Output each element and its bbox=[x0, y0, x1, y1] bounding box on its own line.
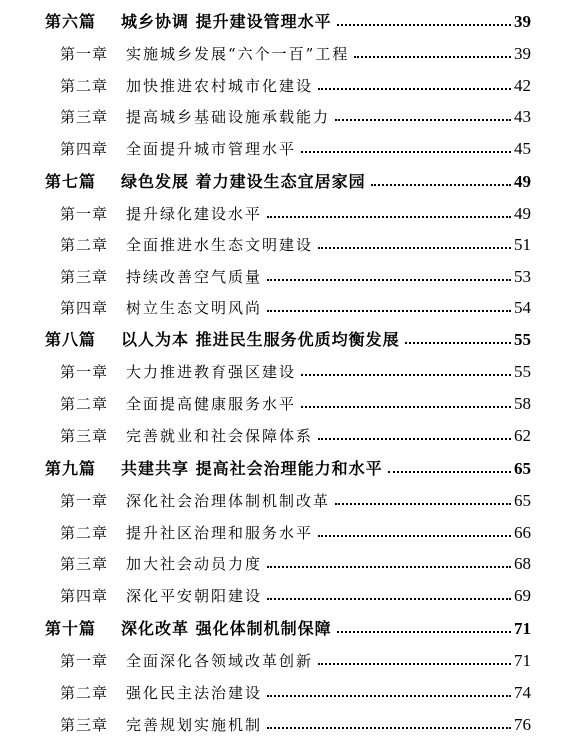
dot-leader bbox=[267, 216, 511, 218]
dot-leader bbox=[267, 598, 511, 600]
toc-chapter-row[interactable] bbox=[60, 548, 531, 574]
chapter-number: 第二章 bbox=[60, 77, 109, 95]
chapter-number: 第三章 bbox=[60, 268, 109, 286]
page-number: 65 bbox=[514, 491, 531, 510]
page-number: 71 bbox=[514, 619, 531, 638]
toc-chapter-row[interactable] bbox=[60, 261, 531, 287]
chapter-number: 第二章 bbox=[60, 524, 109, 542]
page-number: 45 bbox=[514, 139, 531, 158]
chapter-number: 第四章 bbox=[60, 587, 109, 605]
dot-leader bbox=[337, 24, 511, 26]
chapter-title: 加快推进农村城市化建设 bbox=[126, 77, 314, 95]
part-number: 第十篇 bbox=[45, 619, 97, 638]
part-title: 绿色发展 着力建设生态宜居家园 bbox=[121, 172, 366, 191]
toc-chapter-row[interactable] bbox=[60, 198, 531, 224]
toc-part-row[interactable] bbox=[45, 6, 531, 32]
chapter-number: 第三章 bbox=[60, 716, 109, 734]
chapter-number: 第三章 bbox=[60, 555, 109, 573]
toc-part-row[interactable] bbox=[45, 166, 531, 192]
part-number: 第七篇 bbox=[45, 172, 97, 191]
dot-leader bbox=[335, 503, 511, 505]
dot-leader bbox=[318, 247, 511, 249]
part-title: 城乡协调 提升建设管理水平 bbox=[121, 12, 332, 31]
chapter-number: 第二章 bbox=[60, 684, 109, 702]
page-number: 43 bbox=[514, 107, 531, 126]
page-number: 58 bbox=[514, 394, 531, 413]
chapter-title: 实施城乡发展“六个一百”工程 bbox=[126, 45, 350, 63]
dot-leader bbox=[267, 310, 511, 312]
dot-leader bbox=[354, 56, 511, 58]
toc-chapter-row[interactable] bbox=[60, 709, 531, 735]
dot-leader bbox=[318, 535, 511, 537]
toc-chapter-row[interactable] bbox=[60, 645, 531, 671]
chapter-number: 第一章 bbox=[60, 45, 109, 63]
toc-chapter-row[interactable] bbox=[60, 677, 531, 703]
chapter-number: 第一章 bbox=[60, 492, 109, 510]
toc-chapter-row[interactable] bbox=[60, 485, 531, 511]
part-title: 共建共享 提高社会治理能力和水平 bbox=[121, 459, 383, 478]
chapter-title: 提升社区治理和服务水平 bbox=[126, 524, 314, 542]
dot-leader bbox=[267, 695, 511, 697]
toc-chapter-row[interactable] bbox=[60, 517, 531, 543]
part-number: 第九篇 bbox=[45, 459, 97, 478]
toc-part-row[interactable] bbox=[45, 324, 531, 350]
chapter-number: 第一章 bbox=[60, 652, 109, 670]
page-number: 39 bbox=[514, 44, 531, 63]
page-number: 42 bbox=[514, 76, 531, 95]
page-number: 55 bbox=[514, 330, 531, 349]
page-number: 51 bbox=[514, 235, 531, 254]
chapter-number: 第四章 bbox=[60, 299, 109, 317]
chapter-title: 深化平安朝阳建设 bbox=[126, 587, 263, 605]
chapter-title: 强化民主法治建设 bbox=[126, 684, 263, 702]
toc-chapter-row[interactable] bbox=[60, 38, 531, 64]
page-number: 69 bbox=[514, 586, 531, 605]
chapter-title: 大力推进教育强区建设 bbox=[126, 363, 297, 381]
toc-chapter-row[interactable] bbox=[60, 101, 531, 127]
chapter-number: 第三章 bbox=[60, 427, 109, 445]
dot-leader bbox=[301, 151, 511, 153]
page-number: 62 bbox=[514, 426, 531, 445]
chapter-number: 第一章 bbox=[60, 205, 109, 223]
chapter-title: 加大社会动员力度 bbox=[126, 555, 263, 573]
chapter-title: 完善规划实施机制 bbox=[126, 716, 263, 734]
page-number: 74 bbox=[514, 683, 531, 702]
chapter-title: 持续改善空气质量 bbox=[126, 268, 263, 286]
toc-chapter-row[interactable] bbox=[60, 420, 531, 446]
toc-part-row[interactable] bbox=[45, 613, 531, 639]
page-number: 66 bbox=[514, 523, 531, 542]
chapter-number: 第二章 bbox=[60, 395, 109, 413]
part-title: 深化改革 强化体制机制保障 bbox=[121, 619, 332, 638]
part-title: 以人为本 推进民生服务优质均衡发展 bbox=[121, 330, 400, 349]
page-number: 68 bbox=[514, 554, 531, 573]
dot-leader bbox=[301, 374, 511, 376]
chapter-title: 提升绿化建设水平 bbox=[126, 205, 263, 223]
chapter-number: 第一章 bbox=[60, 363, 109, 381]
toc-chapter-row[interactable] bbox=[60, 70, 531, 96]
dot-leader bbox=[267, 727, 511, 729]
dot-leader bbox=[301, 406, 511, 408]
toc-chapter-row[interactable] bbox=[60, 356, 531, 382]
toc-chapter-row[interactable] bbox=[60, 388, 531, 414]
dot-leader bbox=[405, 342, 511, 344]
page-number: 65 bbox=[514, 459, 531, 478]
chapter-title: 深化社会治理体制机制改革 bbox=[126, 492, 331, 510]
toc-part-row[interactable] bbox=[45, 453, 531, 479]
toc-chapter-row[interactable] bbox=[60, 292, 531, 318]
chapter-title: 树立生态文明风尚 bbox=[126, 299, 263, 317]
page-number: 39 bbox=[514, 12, 531, 31]
chapter-title: 全面深化各领域改革创新 bbox=[126, 652, 314, 670]
dot-leader bbox=[318, 88, 511, 90]
page-number: 76 bbox=[514, 715, 531, 734]
chapter-title: 全面提高健康服务水平 bbox=[126, 395, 297, 413]
page-number: 49 bbox=[514, 172, 531, 191]
dot-leader bbox=[267, 279, 511, 281]
chapter-number: 第三章 bbox=[60, 108, 109, 126]
page-number: 54 bbox=[514, 298, 531, 317]
dot-leader bbox=[318, 438, 511, 440]
chapter-title: 提高城乡基础设施承载能力 bbox=[126, 108, 331, 126]
toc-chapter-row[interactable] bbox=[60, 229, 531, 255]
toc-chapter-row[interactable] bbox=[60, 580, 531, 606]
chapter-title: 全面提升城市管理水平 bbox=[126, 140, 297, 158]
page-number: 55 bbox=[514, 362, 531, 381]
dot-leader bbox=[337, 631, 511, 633]
dot-leader bbox=[318, 663, 511, 665]
dot-leader bbox=[371, 184, 511, 186]
part-number: 第六篇 bbox=[45, 12, 97, 31]
dot-leader bbox=[267, 566, 511, 568]
toc-chapter-row[interactable] bbox=[60, 133, 531, 159]
chapter-title: 完善就业和社会保障体系 bbox=[126, 427, 314, 445]
chapter-number: 第二章 bbox=[60, 236, 109, 254]
page-number: 53 bbox=[514, 267, 531, 286]
chapter-number: 第四章 bbox=[60, 140, 109, 158]
chapter-title: 全面推进水生态文明建设 bbox=[126, 236, 314, 254]
dot-leader bbox=[335, 119, 511, 121]
dot-leader bbox=[388, 471, 511, 473]
page-number: 49 bbox=[514, 204, 531, 223]
page-number: 71 bbox=[514, 651, 531, 670]
part-number: 第八篇 bbox=[45, 330, 97, 349]
